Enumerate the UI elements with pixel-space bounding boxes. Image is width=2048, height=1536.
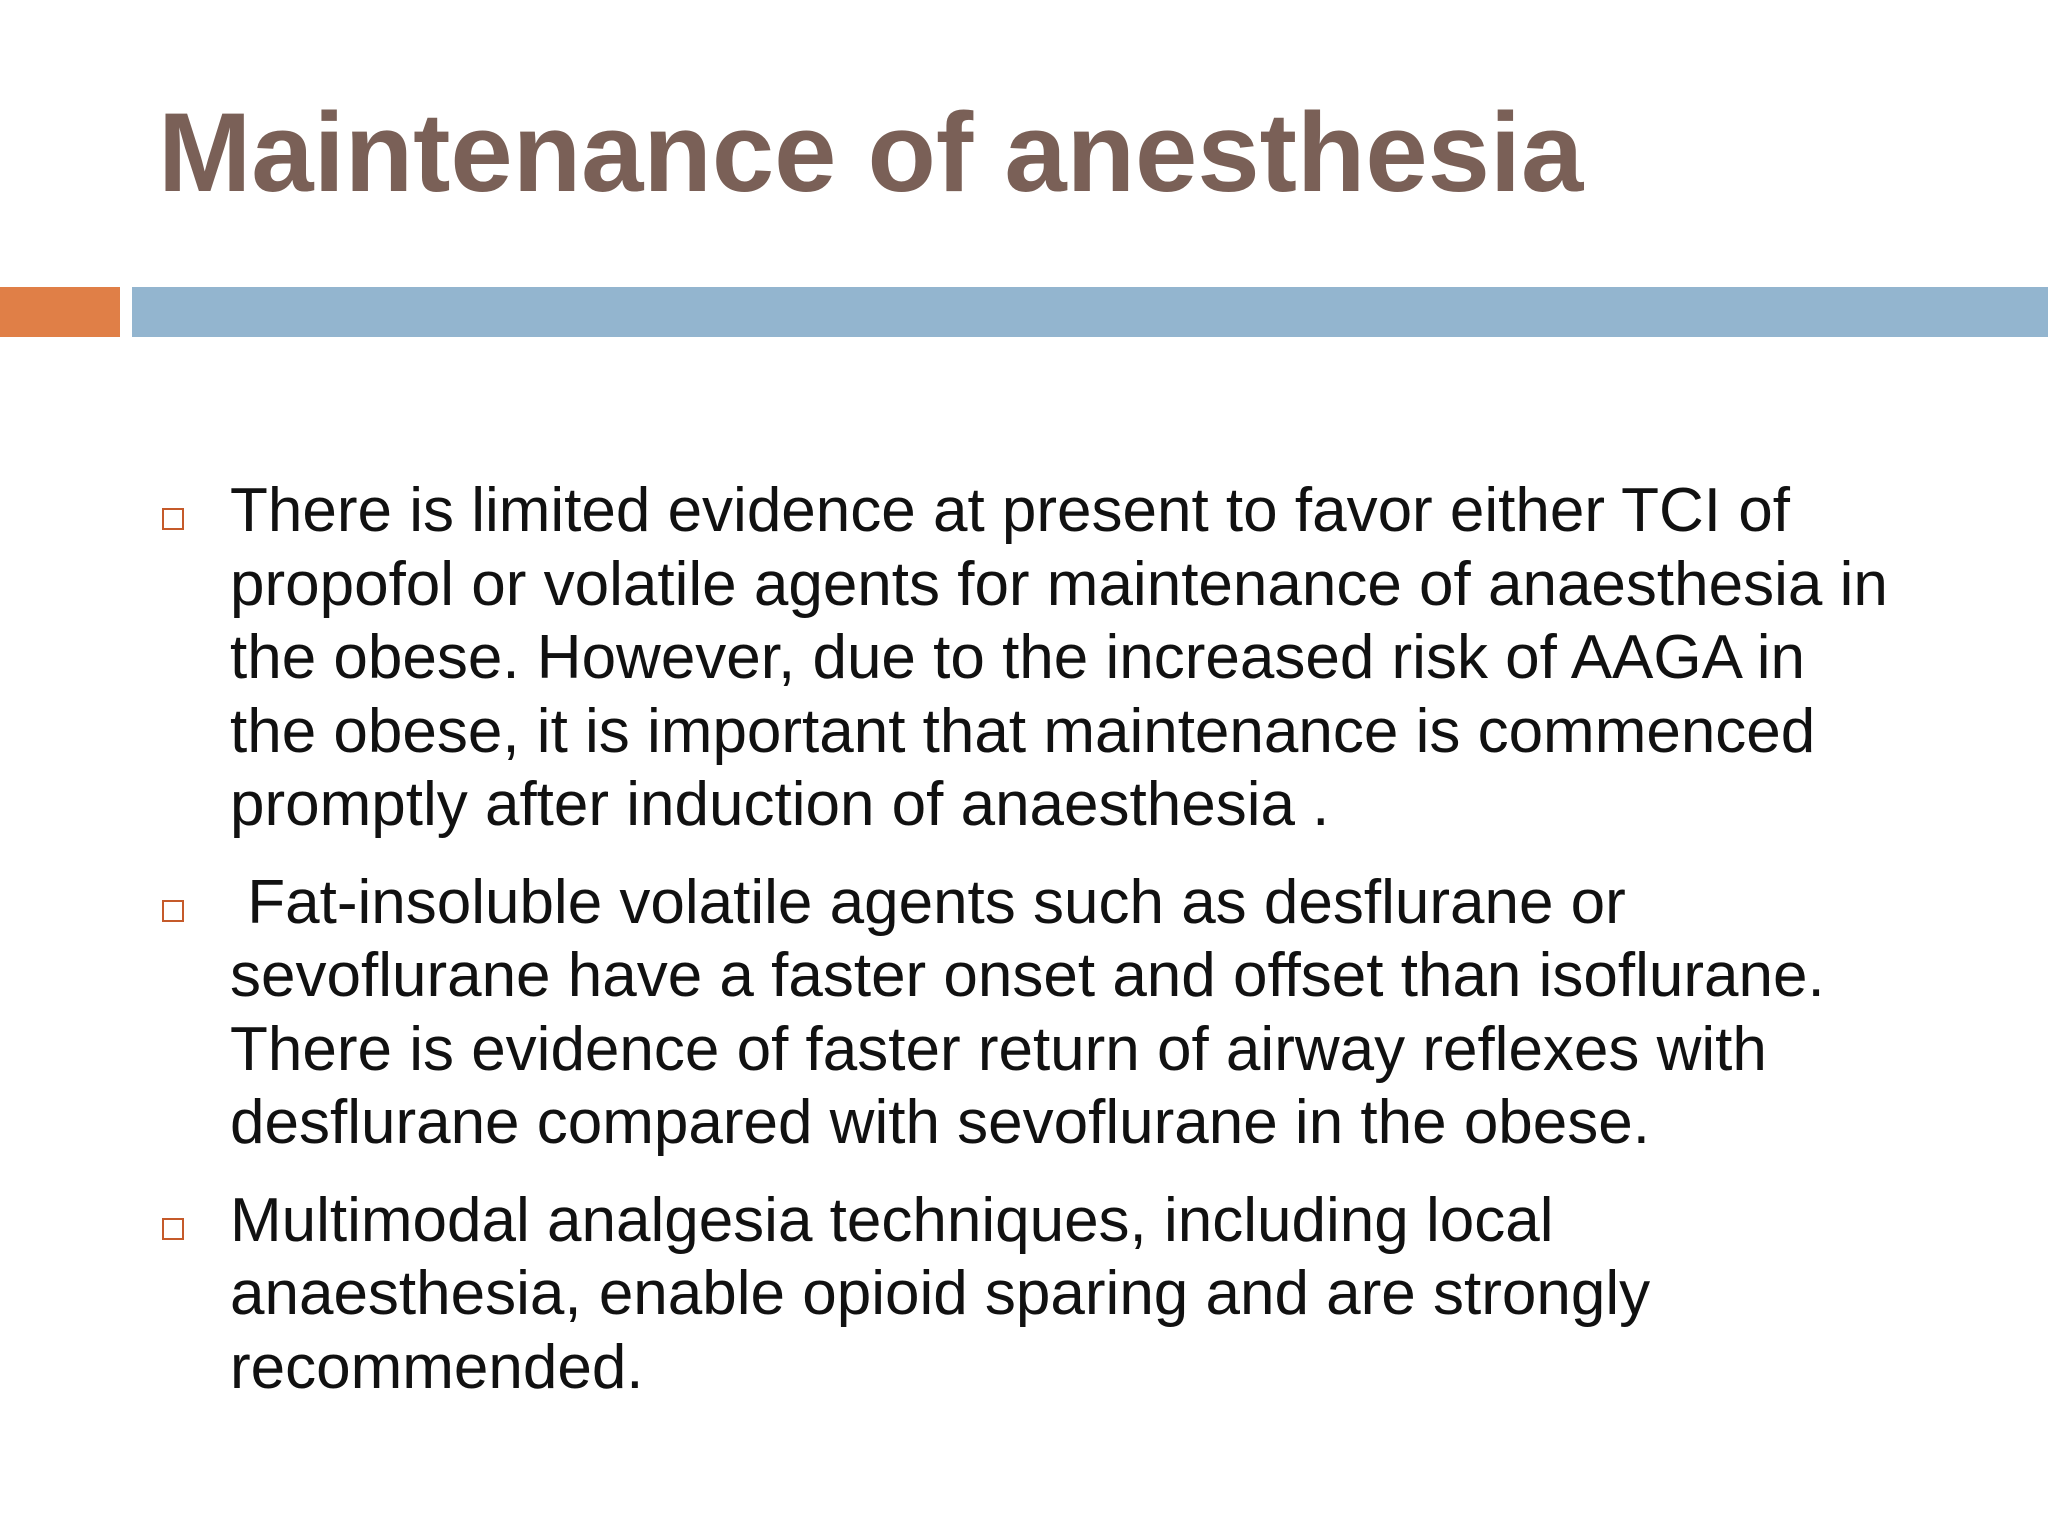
bullet-item xyxy=(158,474,1898,842)
square-bullet-icon xyxy=(162,900,184,922)
slide-title: Maintenance of anesthesia xyxy=(158,90,1584,215)
bullet-item xyxy=(158,1184,1898,1405)
title-accent-bar xyxy=(0,287,120,337)
bullet-text: There is limited evidence at present to favor either TCI of propofol or volatile agents for maintenance of anaesthesia in the obese. However, due to the increased risk of AAGA in the obese, it is important that maintenance is commenced promptly after induction of anaesthesia . xyxy=(230,476,1888,839)
bullet-item xyxy=(158,866,1898,1160)
bullet-text: Multimodal analgesia techniques, including local anaesthesia, enable opioid sparing and are strongly recommended. xyxy=(230,1185,1651,1402)
square-bullet-icon xyxy=(162,508,184,530)
bullet-list xyxy=(158,474,1898,1428)
square-bullet-icon xyxy=(162,1218,184,1240)
title-divider-bar xyxy=(132,287,2048,337)
bullet-text: Fat-insoluble volatile agents such as desflurane or sevoflurane have a faster onset and offset than isoflurane. There is evidence of faster return of airway reflexes with desflurane compared with sevoflurane in the obese. xyxy=(230,867,1841,1157)
